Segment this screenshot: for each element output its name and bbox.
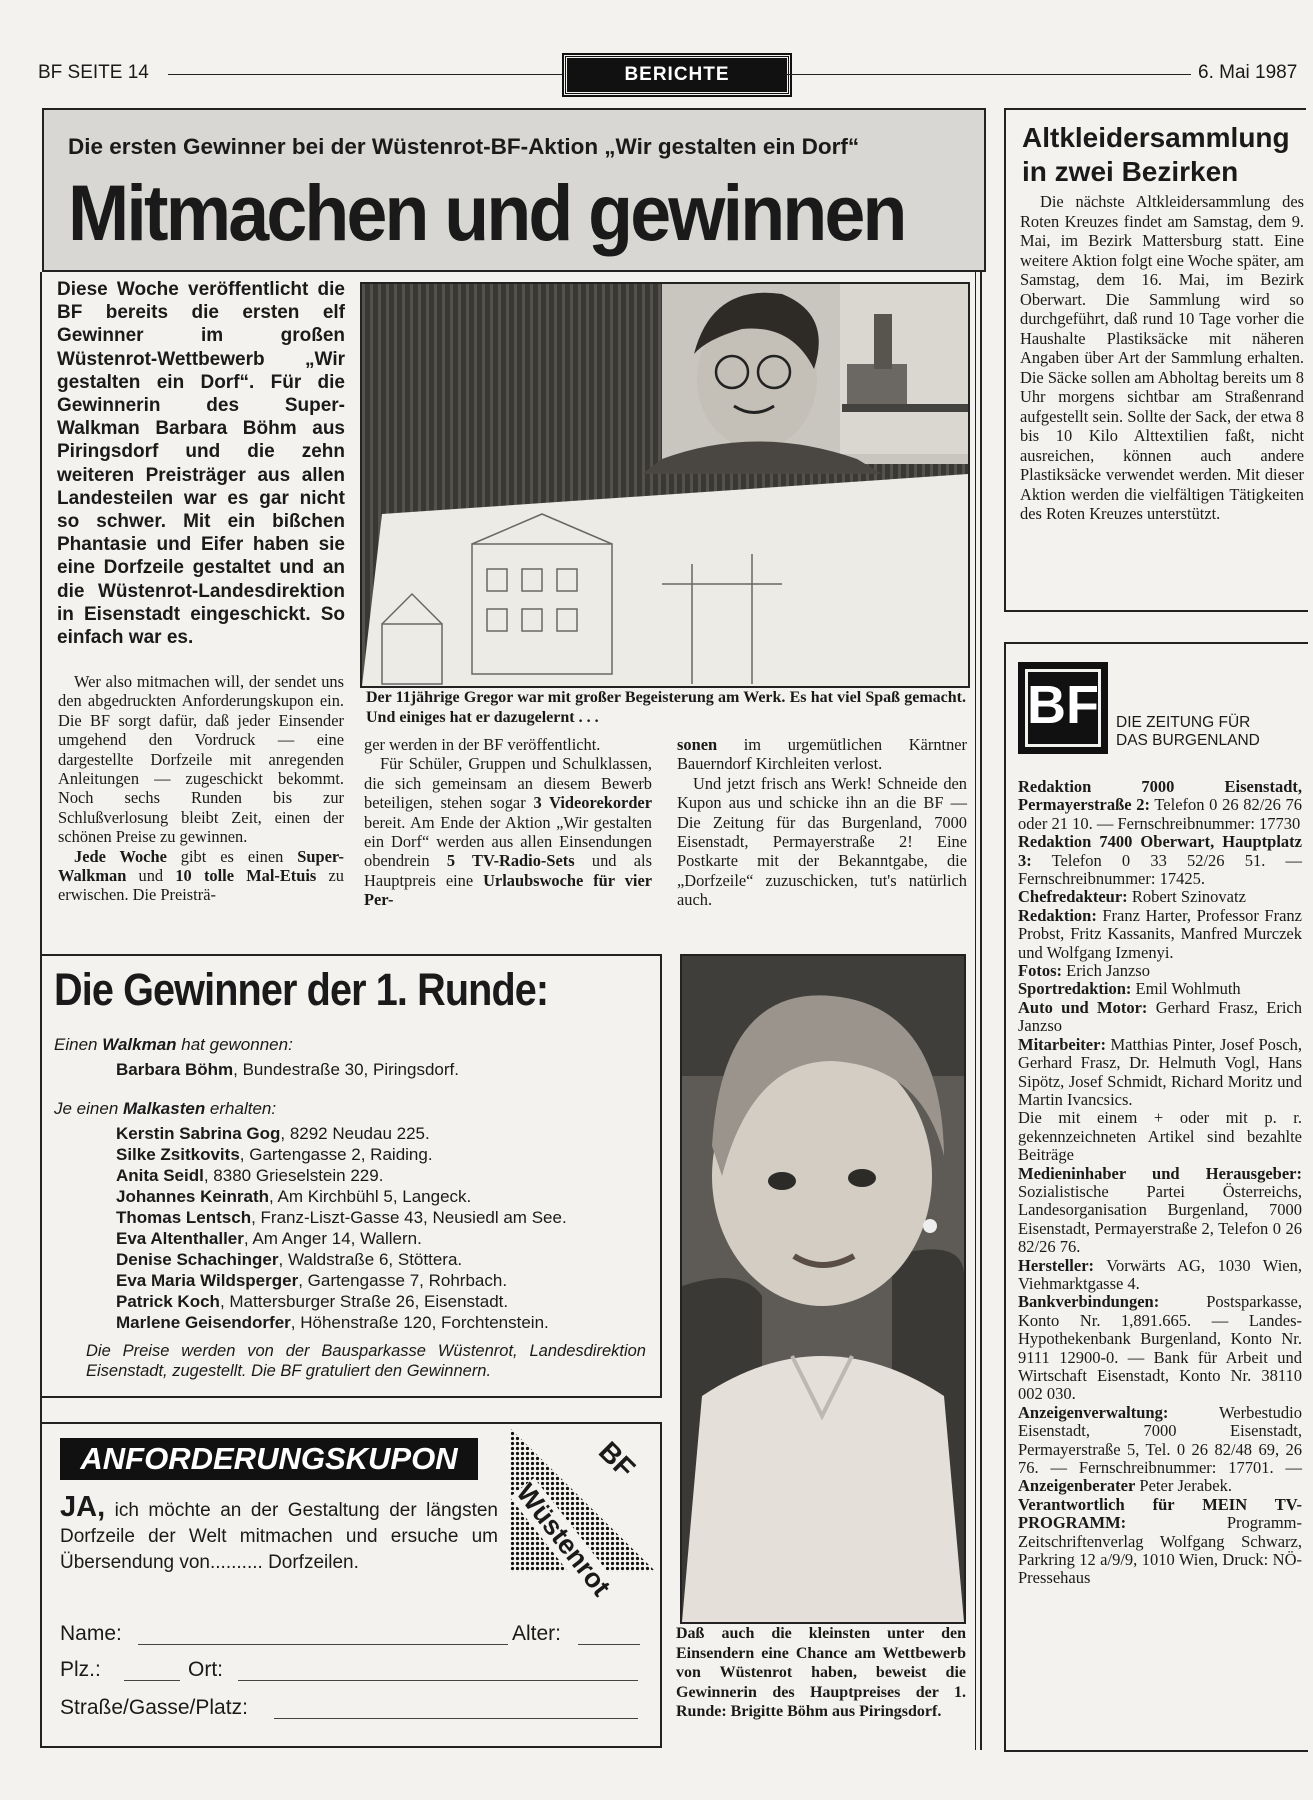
plz-field[interactable] bbox=[124, 1680, 180, 1681]
impressum-entry: Anzeigenverwaltung: Werbestudio Eisenstadt, 7000 Eisenstadt, Permayerstraße 5, Tel. 0 26 82/48 69, 26 76. — Fernschreibnummer: 17701. — Anzeigenberater Peter Jerabek. bbox=[1018, 1402, 1302, 1496]
page-label: BF SEITE 14 bbox=[38, 62, 149, 83]
winner-row: Anita Seidl, 8380 Grieselstein 229. bbox=[116, 1166, 384, 1185]
impressum-tagline-1: DIE ZEITUNG FÜR bbox=[1116, 714, 1251, 731]
ort-label: Ort: bbox=[188, 1658, 223, 1681]
winners-box bbox=[40, 954, 662, 1398]
headline: Mitmachen und gewinnen bbox=[68, 168, 905, 257]
photo-boy-with-drawing bbox=[360, 282, 970, 688]
body-col2-para1: ger werden in der BF veröffentlicht. bbox=[364, 735, 601, 754]
article-frame-right bbox=[980, 272, 982, 1750]
article-frame-right-inner bbox=[975, 272, 976, 1750]
sidebar-body: Die nächste Altkleidersammlung des Roten Kreuzes findet am Samstag, dem 9. Mai, im Bezirk Mattersburg statt. Eine weitere Aktion folgt eine Woche später, am Samstag, dem 16. Mai, im Bezirk Oberwart. Die Sammlung wird so durchgeführt, daß rund 10 Tage vorher die Haushalte Plastiksäcke mit näheren Angaben über Art der Sammlung erhalten. Die Säcke sollen am Abholtag bereits um 8 Uhr morgens sichtbar am Straßenrand aufgestellt sein. Sollte der Sack, der etwa 8 bis 10 Kilo Alttextilien faßt, nicht ausreichen, können auch andere Plastiksäcke verwendet werden. Mit dieser Aktion werden die vielfältigen Tätigkeiten des Roten Kreuzes unterstützt. bbox=[1020, 192, 1304, 523]
headline-box bbox=[42, 108, 986, 272]
impressum-entry: Auto und Motor: Gerhard Frasz, Erich Janzso bbox=[1018, 997, 1302, 1036]
street-field[interactable] bbox=[274, 1718, 638, 1719]
body-col2-para2: Für Schüler, Gruppen und Schulklassen, die sich gemeinsam an diesem Bewerb beteiligen, stehen sogar 3 Videorekorder bereit. Am Ende der Aktion „Wir gestalten ein Dorf“ werden aus allen Einsendungen obendrein 5 TV-Radio-Sets und als Hauptpreis eine Urlaubswoche für vier Per- bbox=[364, 754, 652, 910]
impressum-entry: Redaktion 7400 Oberwart, Hauptplatz 3: Telefon 0 33 52/26 51. — Fernschreibnummer: 17425. bbox=[1018, 832, 1302, 889]
malkasten-heading: Je einen Malkasten erhalten: bbox=[54, 1099, 277, 1118]
body-col1-para1: Wer also mitmachen will, der sendet uns den abgedruckten Anforderungskupon ein. Die BF sorgt dafür, daß jeder Einsender umgehend den Vordruck — eine dargestellte Dorfzeile mit anregenden Anleitungen — zugeschickt bekommt. Noch sechs Runden bis zur Schlußverlosung bleibt Zeit, einen der schönen Preise zu gewinnen. bbox=[58, 672, 344, 847]
coupon-title: ANFORDERUNGSKUPON bbox=[60, 1438, 478, 1480]
impressum-entry: Verantwortlich für MEIN TV-PROGRAMM: Programm-Zeitschriftenverlag Wolfgang Schwarz, Parkring 12 a/9/9, 1010 Wien, Druck: NÖ-Pressehaus bbox=[1018, 1494, 1302, 1588]
kicker: Die ersten Gewinner bei der Wüstenrot-BF-Aktion „Wir gestalten ein Dorf“ bbox=[68, 134, 860, 159]
body-column-3 bbox=[677, 735, 967, 910]
body-column-2 bbox=[364, 735, 652, 910]
winner-row: Eva Altenthaller, Am Anger 14, Wallern. bbox=[116, 1229, 422, 1248]
sidebar-title-line2: in zwei Bezirken bbox=[1022, 156, 1239, 187]
street-label: Straße/Gasse/Platz: bbox=[60, 1696, 248, 1719]
ort-field[interactable] bbox=[238, 1680, 638, 1681]
boy-drawing-illustration bbox=[362, 284, 968, 686]
impressum-entry: Bankverbindungen: Postsparkasse, Konto Nr. 1,891.665. — Landes-Hypothekenbank Burgenland, Konto Nr. 9111 12900-0. — Bank für Arbeit und Wirtschaft Eisenstadt, Konto Nr. 38110 002 030. bbox=[1018, 1292, 1302, 1404]
section-badge bbox=[564, 55, 790, 95]
photo1-caption: Der 11jährige Gregor war mit großer Begeisterung am Werk. Es hat viel Spaß gemacht. Und einiges hat er dazugelernt . . . bbox=[366, 689, 966, 726]
body-col1-para2: Jede Woche gibt es einen Super-Walkman und 10 tolle Mal-Etuis zu erwischen. Die Preisträ- bbox=[58, 846, 344, 905]
coupon-text: JA, ich möchte an der Gestaltung der längsten Dorfzeile der Welt mitmachen und ersuche um Übersendung von.......... Dorfzeilen. bbox=[60, 1491, 498, 1573]
girl-portrait-illustration bbox=[682, 956, 964, 1622]
photo-girl-portrait bbox=[680, 954, 966, 1624]
winner-row: Kerstin Sabrina Gog, 8292 Neudau 225. bbox=[116, 1124, 430, 1143]
impressum-tagline-2: DAS BURGENLAND bbox=[1116, 732, 1260, 749]
winners-footer: Die Preise werden von der Bausparkasse Wüstenrot, Landesdirektion Eisenstadt, zugestellt. Die BF gratuliert den Gewinnern. bbox=[86, 1342, 646, 1380]
issue-date: 6. Mai 1987 bbox=[1198, 62, 1298, 83]
sidebar-top-rule bbox=[1004, 108, 1306, 110]
header-rule-right bbox=[786, 74, 1191, 75]
photo2-caption: Daß auch die kleinsten unter den Einsendern eine Chance am Wettbewerb von Wüstenrot haben, beweist die Gewinnerin des Hauptpreises der 1. Runde: Brigitte Böhm aus Piringsdorf. bbox=[676, 1625, 966, 1720]
section-label: BERICHTE bbox=[624, 64, 730, 85]
winner-row: Marlene Geisendorfer, Höhenstraße 120, Forchtenstein. bbox=[116, 1313, 549, 1332]
winner-row: Patrick Koch, Mattersburger Straße 26, Eisenstadt. bbox=[116, 1292, 509, 1311]
impressum-entry: Sportredaktion: Emil Wohlmuth bbox=[1018, 979, 1241, 999]
impressum-box bbox=[1004, 642, 1308, 1752]
logo-brand-text: Wüstenrot bbox=[510, 1477, 617, 1602]
winner-row: Thomas Lentsch, Franz-Liszt-Gasse 43, Neusiedl am See. bbox=[116, 1208, 567, 1227]
age-field[interactable] bbox=[578, 1644, 640, 1645]
impressum-logo: BF bbox=[1018, 662, 1108, 754]
impressum-entries bbox=[1018, 778, 1302, 1588]
body-col3-para2: Und jetzt frisch ans Werk! Schneide den Kupon aus und schicke ihn an die BF — Die Zeitung für das Burgenland, 7000 Eisenstadt, Permayerstraße 2! Eine Postkarte mit der Bekanntgabe, die „Dorfzeile“ zuzuschicken, tut's natürlich auch. bbox=[677, 773, 967, 910]
logo-bf-text: BF bbox=[592, 1435, 642, 1484]
wuestenrot-logo bbox=[510, 1426, 658, 1602]
winner-row: Eva Maria Wildsperger, Gartengasse 7, Rohrbach. bbox=[116, 1271, 508, 1290]
malkasten-winner-list bbox=[116, 1123, 567, 1333]
winner-row: Denise Schachinger, Waldstraße 6, Stöttera. bbox=[116, 1250, 463, 1269]
impressum-entry: Medieninhaber und Herausgeber: Sozialistische Partei Österreichs, Landesorganisation Burgenland, 7000 Eisenstadt, Permayerstraße 2, Telefon 0 26 82/26 76. bbox=[1018, 1163, 1302, 1257]
plz-label: Plz.: bbox=[60, 1658, 101, 1681]
winner-row: Silke Zsitkovits, Gartengasse 2, Raiding. bbox=[116, 1145, 433, 1164]
walkman-heading: Einen Walkman hat gewonnen: bbox=[54, 1035, 293, 1054]
impressum-entry: Die mit einem + oder mit p. r. gekennzeichneten Artikel sind bezahlte Beiträge bbox=[1018, 1108, 1302, 1165]
winners-title: Die Gewinner der 1. Runde: bbox=[54, 964, 549, 1015]
impressum-entry: Redaktion 7000 Eisenstadt, Permayerstraße 2: Telefon 0 26 82/26 76 oder 21 10. — Fernschreibnummer: 17730 bbox=[1018, 777, 1302, 833]
impressum-entry: Hersteller: Vorwärts AG, 1030 Wien, Viehmarktgasse 4. bbox=[1018, 1255, 1302, 1293]
walkman-winner: Barbara Böhm, Bundestraße 30, Piringsdorf. bbox=[116, 1060, 459, 1079]
lead-paragraph: Diese Woche veröffentlicht die BF bereits die ersten elf Gewinner im großen Wüstenrot-Wettbewerb „Wir gestalten ein Dorf“. Für die Gewinnerin des Super-Walkman Barbara Böhm aus Piringsdorf und die zehn weiteren Preisträger aus allen Landesteilen war es gar nicht so schwer. Mit ein bißchen Phantasie und Eifer haben sie eine Dorfzeile gestaltet und an die Wüstenrot-Landesdirektion in Eisenstadt eingeschickt. So einfach war es. bbox=[57, 279, 345, 649]
body-col3-para1: sonen im urgemütlichen Kärntner Bauerndorf Kirchleiten verlost. bbox=[677, 735, 967, 774]
sidebar-title-line1: Altkleidersammlung bbox=[1022, 122, 1290, 153]
name-field[interactable] bbox=[138, 1644, 526, 1645]
sidebar-article bbox=[1004, 108, 1308, 612]
body-column-1 bbox=[58, 672, 344, 905]
winner-row: Johannes Keinrath, Am Kirchbühl 5, Langeck. bbox=[116, 1187, 472, 1206]
coupon-ja: JA, bbox=[60, 1491, 106, 1523]
coupon-box bbox=[40, 1422, 662, 1748]
impressum-entry: Mitarbeiter: Matthias Pinter, Josef Posch, Gerhard Frasz, Dr. Helmuth Vogl, Hans Sipötz, Josef Schmidt, Richard Moritz und Martin Ivancsics. bbox=[1018, 1034, 1302, 1109]
header-rule-left bbox=[168, 74, 564, 75]
impressum-entry: Redaktion: Franz Harter, Professor Franz Probst, Fritz Kassanits, Manfred Murczek und Wolfgang Izmenyi. bbox=[1018, 905, 1302, 962]
impressum-entry: Chefredakteur: Robert Szinovatz bbox=[1018, 887, 1246, 907]
age-label: Alter: bbox=[508, 1622, 565, 1646]
impressum-entry: Fotos: Erich Janzso bbox=[1018, 961, 1150, 981]
name-label: Name: bbox=[60, 1622, 122, 1645]
